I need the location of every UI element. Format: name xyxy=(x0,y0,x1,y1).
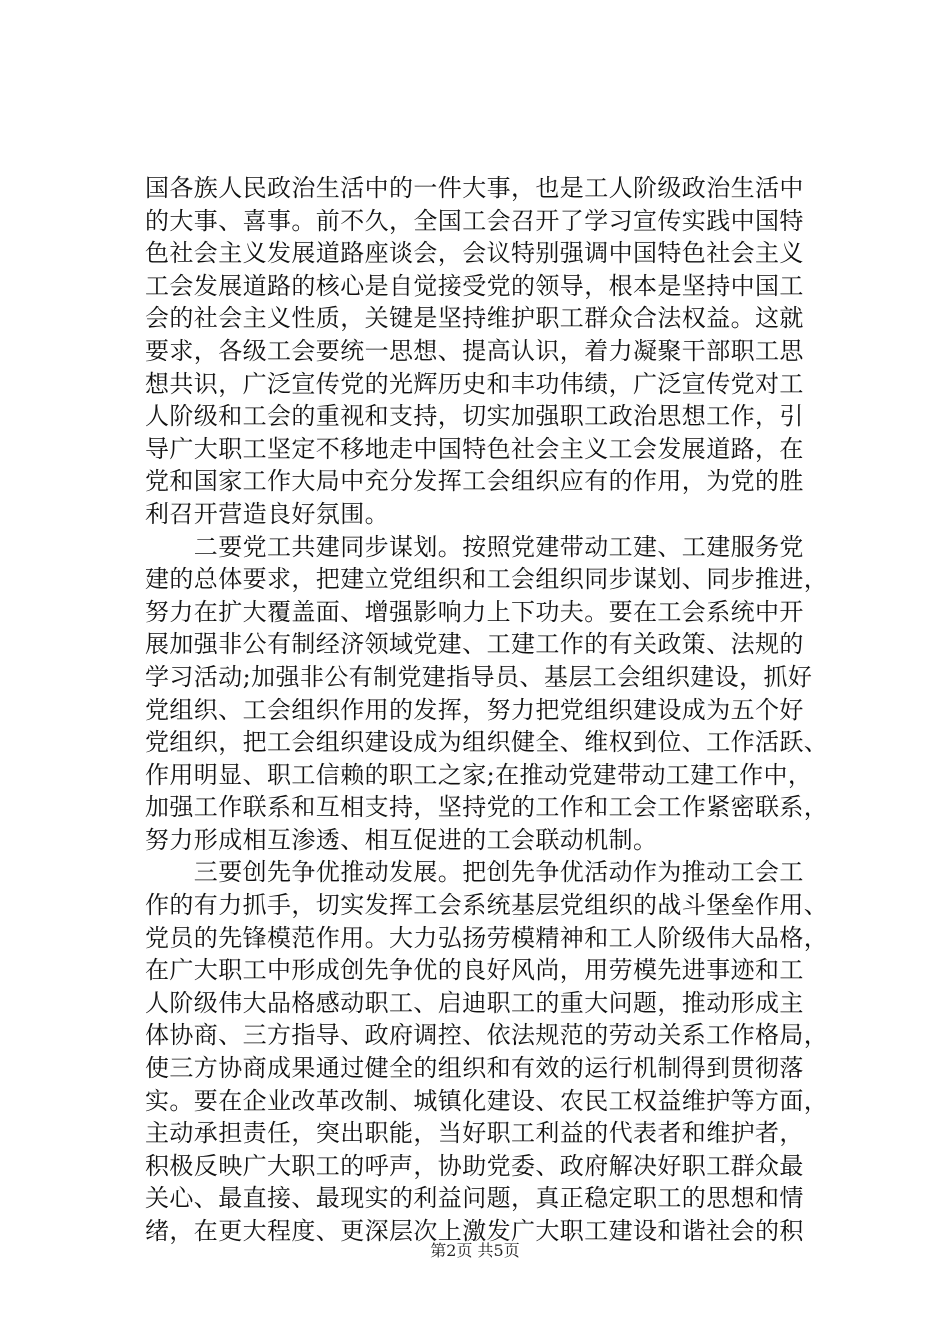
text-line: 学习活动;加强非公有制党建指导员、基层工会组织建设，抓好 xyxy=(145,662,813,691)
text-line: 积极反映广大职工的呼声，协助党委、政府解决好职工群众最 xyxy=(145,1151,804,1180)
text-line: 三要创先争优推动发展。把创先争优活动作为推动工会工 xyxy=(145,858,804,887)
text-line: 党员的先锋模范作用。大力弘扬劳模精神和工人阶级伟大品格， xyxy=(145,923,829,952)
text-line: 人阶级伟大品格感动职工、启迪职工的重大问题，推动形成主 xyxy=(145,988,804,1017)
page-footer: 第2页 共5页 xyxy=(430,1241,520,1260)
text-line: 国各族人民政治生活中的一件大事，也是工人阶级政治生活中 xyxy=(145,174,804,202)
text-line: 绪，在更大程度、更深层次上激发广大职工建设和谐社会的积 xyxy=(145,1217,804,1245)
text-line: 作用明显、职工信赖的职工之家;在推动党建带动工建工作中， xyxy=(145,760,813,789)
text-line: 要求，各级工会要统一思想、提高认识，着力凝聚干部职工思 xyxy=(145,336,804,365)
text-line: 使三方协商成果通过健全的组织和有效的运行机制得到贯彻落 xyxy=(145,1054,804,1083)
text-line: 党组织，把工会组织建设成为组织健全、维权到位、工作活跃、 xyxy=(145,728,829,757)
text-line: 展加强非公有制经济领域党建、工建工作的有关政策、法规的 xyxy=(145,630,804,659)
text-line: 人阶级和工会的重视和支持，切实加强职工政治思想工作，引 xyxy=(145,402,804,431)
text-line: 导广大职工坚定不移地走中国特色社会主义工会发展道路，在 xyxy=(145,434,804,463)
text-line: 二要党工共建同步谋划。按照党建带动工建、工建服务党 xyxy=(145,532,804,561)
text-line: 努力在扩大覆盖面、增强影响力上下功夫。要在工会系统中开 xyxy=(145,597,804,626)
text-line: 的大事、喜事。前不久，全国工会召开了学习宣传实践中国特 xyxy=(145,206,804,235)
text-line: 实。要在企业改革改制、城镇化建设、农民工权益维护等方面， xyxy=(145,1086,829,1115)
text-line: 努力形成相互渗透、相互促进的工会联动机制。 xyxy=(145,825,658,854)
text-line: 利召开营造良好氛围。 xyxy=(145,499,389,528)
text-line: 作的有力抓手，切实发挥工会系统基层党组织的战斗堡垒作用、 xyxy=(145,891,829,920)
text-line: 想共识，广泛宣传党的光辉历史和丰功伟绩，广泛宣传党对工 xyxy=(145,369,804,398)
text-line: 主动承担责任，突出职能，当好职工利益的代表者和维护者， xyxy=(145,1119,804,1148)
text-line: 工会发展道路的核心是自觉接受党的领导，根本是坚持中国工 xyxy=(145,271,804,300)
text-line: 党组织、工会组织作用的发挥，努力把党组织建设成为五个好 xyxy=(145,695,804,724)
text-line: 会的社会主义性质，关键是坚持维护职工群众合法权益。这就 xyxy=(145,304,804,333)
text-line: 色社会主义发展道路座谈会，会议特别强调中国特色社会主义 xyxy=(145,239,804,268)
text-line: 关心、最直接、最现实的利益问题，真正稳定职工的思想和情 xyxy=(145,1184,804,1213)
text-line: 体协商、三方指导、政府调控、依法规范的劳动关系工作格局， xyxy=(145,1021,829,1050)
document-body xyxy=(145,172,829,1248)
text-line: 加强工作联系和互相支持，坚持党的工作和工会工作紧密联系， xyxy=(145,793,829,822)
text-line: 建的总体要求，把建立党组织和工会组织同步谋划、同步推进， xyxy=(145,565,829,594)
text-line: 在广大职工中形成创先争优的良好风尚，用劳模先进事迹和工 xyxy=(145,956,804,985)
text-line: 党和国家工作大局中充分发挥工会组织应有的作用，为党的胜 xyxy=(145,467,804,496)
